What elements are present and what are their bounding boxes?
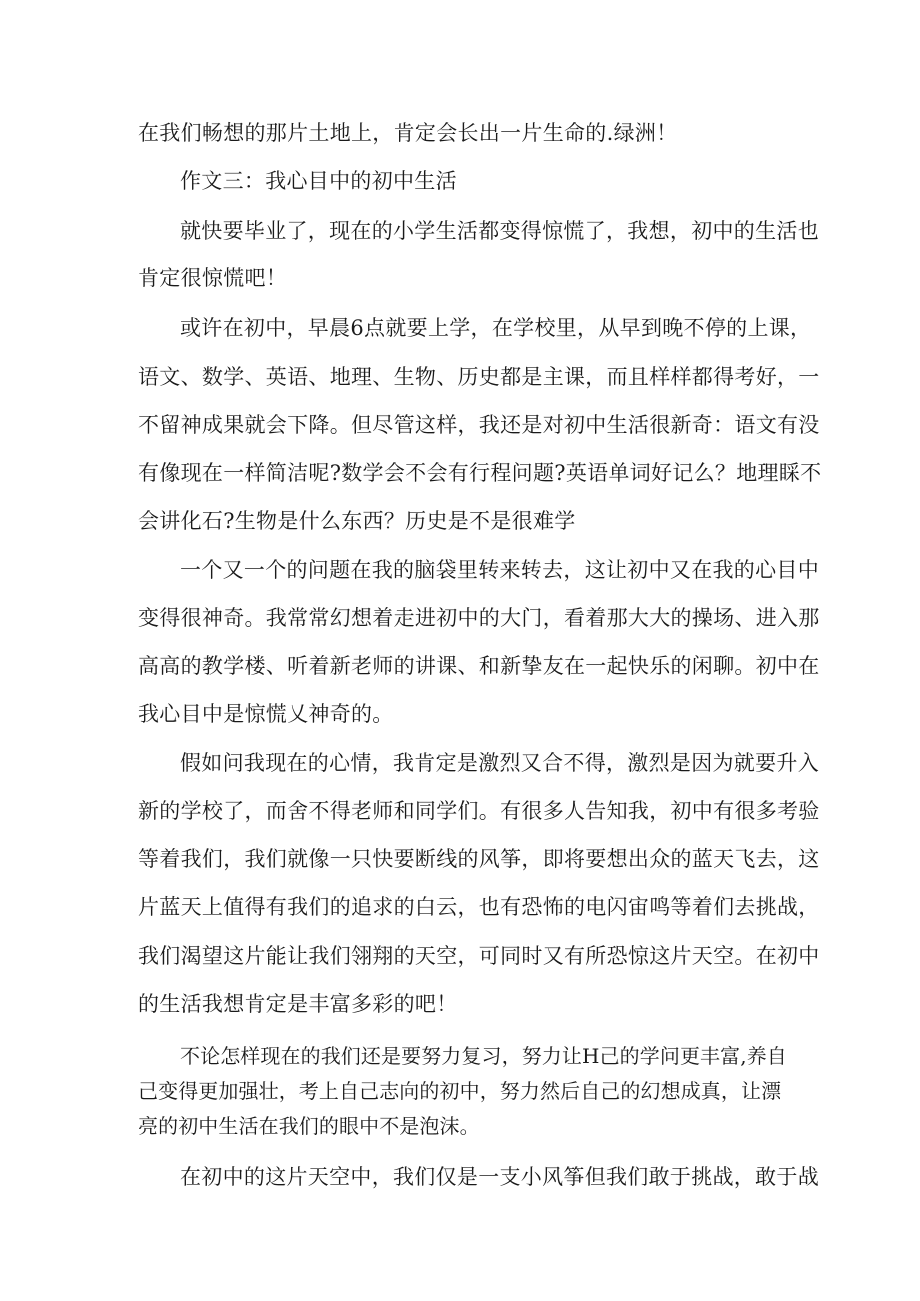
text-line: 一个又一个的问题在我的脑袋里转来转去，这让初中又在我的心目中 (180, 558, 819, 582)
text-line: 在我们畅想的那片土地上，肯定会长出一片生命的.绿洲！ (138, 121, 678, 145)
text-line: 假如问我现在的心情，我肯定是激烈又合不得，激烈是因为就要升入 (180, 751, 819, 775)
essay-title: 作文三：我心目中的初中生活 (180, 169, 457, 193)
text-line: 我心目中是惊慌乂神奇的。 (138, 702, 394, 726)
text-line: 的生活我想肯定是丰富多彩的吧！ (138, 992, 458, 1016)
text-line: 有像现在一样简洁呢?数学会不会有行程问题?英语单词好记么？地理睬不 (138, 461, 822, 485)
text-line: 新的学校了，而舍不得老师和同学们。有很多人告知我，初中有很多考验 (138, 799, 820, 823)
text-line: 不论怎样现在的我们还是要努力复习，努力让H己的学问更丰富,养自 (180, 1044, 787, 1068)
text-line: 片蓝天上值得有我们的追求的白云，也有恐怖的电闪宙鸣等着们去挑战， (138, 895, 820, 919)
text-line: 会讲化石?生物是什么东西？历史是不是很难学 (138, 509, 576, 533)
text-line: 肯定很惊慌吧！ (138, 266, 288, 290)
text-line: 或许在初中，早晨6点就要上学，在学校里，从早到晚不停的上课， (180, 316, 812, 340)
text-line: 高高的教学楼、听着新老师的讲课、和新挚友在一起快乐的闲聊。初中在 (138, 654, 820, 678)
text-line: 我们渴望这片能让我们翎翔的天空，可同时又有所恐惊这片天空。在初中 (138, 944, 820, 968)
text-line: 就快要毕业了，现在的小学生活都变得惊慌了，我想，初中的生活也 (180, 219, 819, 243)
text-line: 语文、数学、英语、地理、生物、历史都是主课，而且样样都得考好，一 (138, 365, 820, 389)
text-line: 在初中的这片天空中，我们仅是一支小风筝但我们敢于挑战，敢于战 (180, 1165, 819, 1189)
text-line: 变得很神奇。我常常幻想着走进初中的大门，看着那大大的操场、进入那 (138, 606, 820, 630)
text-line: 不留神成果就会下降。但尽管这样，我还是对初中生活很新奇：语文有没 (138, 413, 820, 437)
text-line: 亮的初中生活在我们的眼中不是泡沫。 (138, 1114, 480, 1138)
text-line: 等着我们，我们就像一只快要断线的风筝，即将要想出众的蓝天飞去，这 (138, 847, 820, 871)
text-line: 己变得更加强壮，考上自己志向的初中，努力然后自己的幻想成真，让漂 (138, 1079, 782, 1103)
